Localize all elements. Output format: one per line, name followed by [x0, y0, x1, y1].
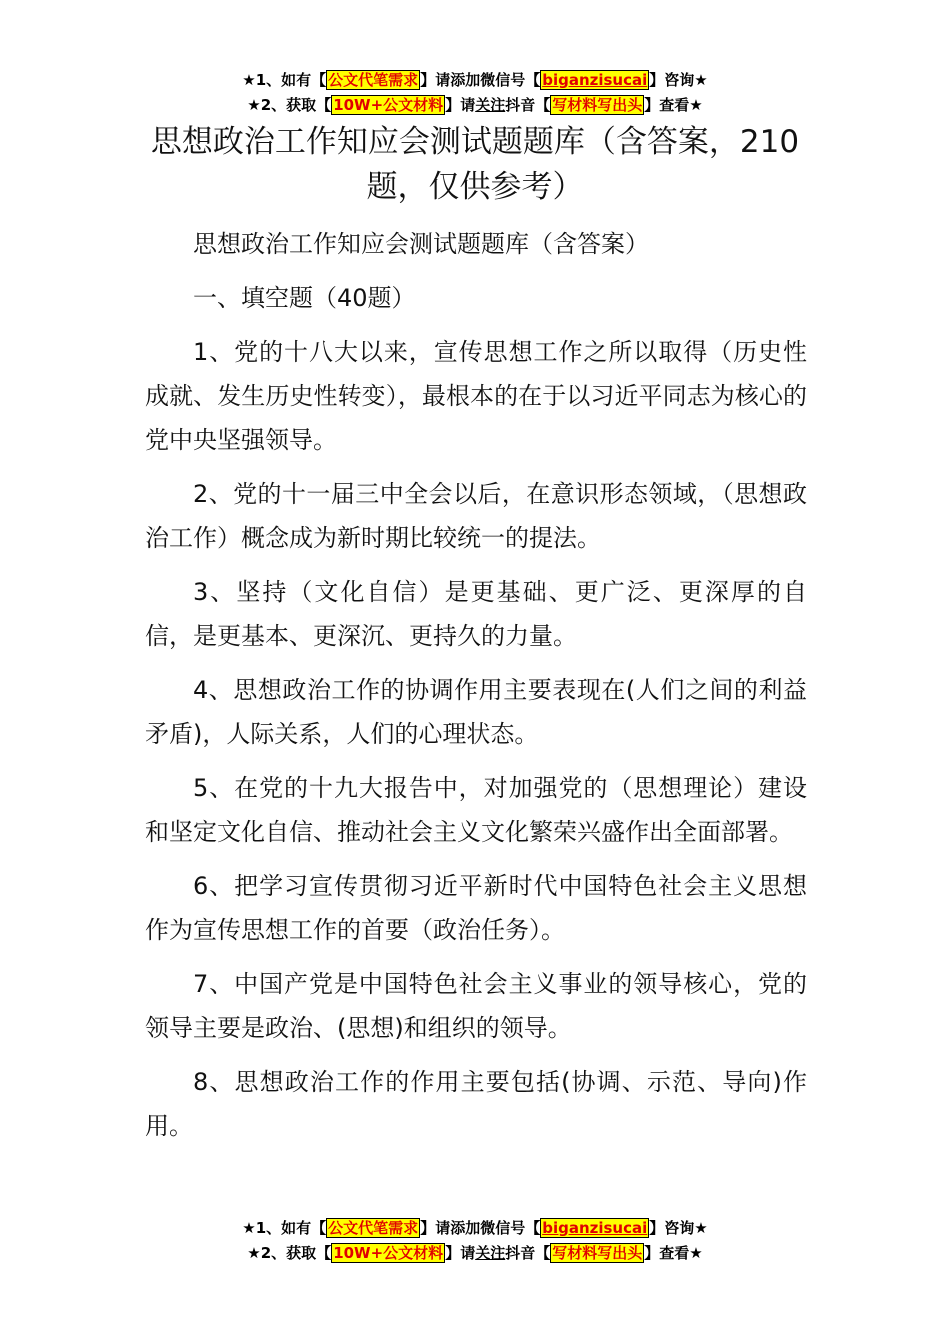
paragraph-question-7: 7、中国产党是中国特色社会主义事业的领导核心，党的领导主要是政治、(思想)和组织的领导。 [145, 970, 807, 1042]
paragraph-question-5: 5、在党的十九大报告中，对加强党的（思想理论）建设和坚定文化自信、推动社会主义文化繁荣兴盛作出全面部署。 [145, 774, 807, 846]
ad-text: 】咨询★ [649, 71, 708, 89]
ad-text: ★1、如有【 [242, 1219, 327, 1237]
document-title: 思想政治工作知应会测试题题库（含答案，210题，仅供参考） [150, 124, 800, 205]
ad-text: 】查看★ [644, 1244, 703, 1262]
ad-text: ★2、获取【 [247, 1244, 332, 1262]
ad-text: 】请 [445, 96, 476, 114]
footer-ad [0, 1216, 950, 1266]
ad-text: ★2、获取【 [247, 96, 332, 114]
paragraph-section-heading: 一、填空题（40题） [193, 284, 416, 312]
ad-text: 】咨询★ [649, 1219, 708, 1237]
ad-underlined-follow: 关注 [475, 1244, 506, 1262]
ad-text: 】查看★ [644, 96, 703, 114]
header-ad-line-2 [0, 93, 950, 118]
paragraph-subtitle: 思想政治工作知应会测试题题库（含答案） [193, 230, 649, 258]
paragraph-question-4: 4、思想政治工作的协调作用主要表现在(人们之间的利益矛盾)，人际关系，人们的心理状态。 [145, 676, 807, 748]
paragraph-question-2: 2、党的十一届三中全会以后，在意识形态领域，（思想政治工作）概念成为新时期比较统一的提法。 [145, 480, 807, 552]
ad-wechat-id-link[interactable]: biganzisucai [542, 71, 648, 89]
ad-highlight-douyin: 写材料写出头 [552, 96, 643, 114]
paragraph-question-8: 8、思想政治工作的作用主要包括(协调、示范、导向)作用。 [145, 1068, 807, 1140]
ad-highlight-ghostwriting: 公文代笔需求 [328, 71, 419, 89]
ad-highlight-materials: 10W+公文材料 [333, 1244, 444, 1262]
header-ad [0, 68, 950, 118]
ad-text: 】请添加微信号【 [420, 71, 541, 89]
ad-highlight-douyin: 写材料写出头 [552, 1244, 643, 1262]
document-body [145, 222, 807, 1158]
ad-wechat-id-link[interactable]: biganzisucai [542, 1219, 648, 1237]
header-ad-line-1 [0, 68, 950, 93]
ad-text: 抖音【 [505, 1244, 551, 1262]
ad-underlined-follow: 关注 [475, 96, 506, 114]
paragraph-question-6: 6、把学习宣传贯彻习近平新时代中国特色社会主义思想作为宣传思想工作的首要（政治任务）。 [145, 872, 807, 944]
ad-text: 】请 [445, 1244, 476, 1262]
paragraph-question-1: 1、党的十八大以来，宣传思想工作之所以取得（历史性成就、发生历史性转变），最根本的在于以习近平同志为核心的党中央坚强领导。 [145, 338, 807, 454]
ad-text: 】请添加微信号【 [420, 1219, 541, 1237]
footer-ad-line-1 [0, 1216, 950, 1241]
footer-ad-line-2 [0, 1241, 950, 1266]
ad-highlight-materials: 10W+公文材料 [333, 96, 444, 114]
paragraph-question-3: 3、坚持（文化自信）是更基础、更广泛、更深厚的自信，是更基本、更深沉、更持久的力量。 [145, 578, 807, 650]
ad-highlight-ghostwriting: 公文代笔需求 [328, 1219, 419, 1237]
ad-text: ★1、如有【 [242, 71, 327, 89]
ad-text: 抖音【 [505, 96, 551, 114]
